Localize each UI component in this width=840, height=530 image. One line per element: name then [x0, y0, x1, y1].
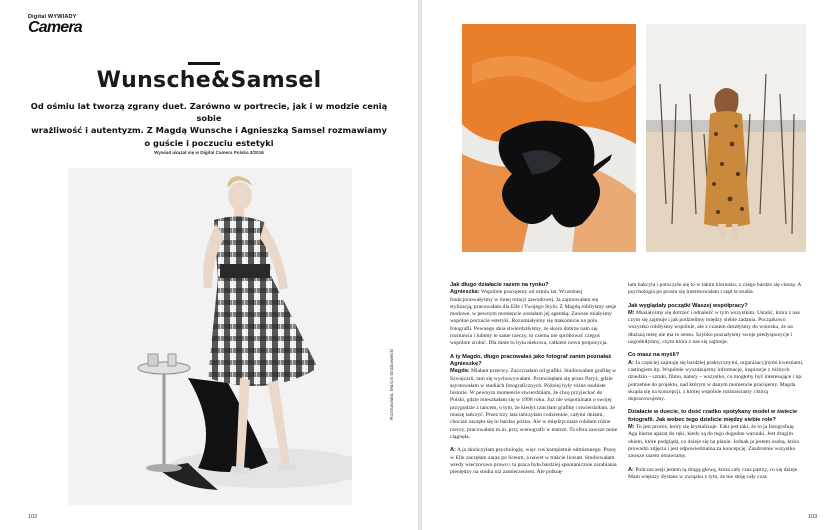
article-column-1	[450, 282, 618, 482]
beach-photo-illustration	[646, 24, 806, 252]
interview-answer	[450, 289, 618, 347]
page-number-right: 103	[808, 514, 818, 520]
left-page	[0, 0, 418, 530]
interview-answer	[450, 447, 618, 476]
interview-answer	[628, 424, 804, 460]
answer-text: Wspólnie pracujemy od ośmiu lat. Wcześniej funkcjonowałyśmy w innej relacji zawodowej. Ja zajmowałam się stylizacją, pracowałam dla Elle i Twojego Stylu. Z Magdą robiłyśmy sesje modowe, w pewnym momencie zostałam jej agentką. Zawsze miałyśmy wspólne poczucie estetyki. Rozumiałyśmy się makomicie na polu fotografii. Pewnego dnia stwierdziłyśmy, że skoro dobrze nam się rozmawia i lubimy te same rzeczy, to czemu nie spróbować czegoś wspólnie zrobić. Dla mnie to była niekowa, całkiem nowa propozycja.	[450, 289, 617, 347]
interview-question: Co masz na myśli?	[628, 352, 680, 359]
answer-text: Podczas sesji jestem tą drugą głową, która cały czas patrzy, co się dzieje. Mam większy dystans w związku z tym, że nie stoję cały czas	[628, 466, 799, 480]
title-rule	[188, 62, 220, 65]
interview-answer	[450, 368, 618, 441]
beach-photo	[646, 24, 806, 252]
speaker-label: A:	[628, 466, 634, 473]
interview-answer	[628, 310, 804, 346]
photo-credit: Rozmawiała: Marcin Grabowiecki	[390, 349, 395, 420]
answer-continuation: łam bakcyla i potoczyło się to w takim kierunku, z czego bardzo się cieszę. A psychologia po prostu się interesowałam i stąd te studia.	[628, 282, 802, 296]
interview-question: Jak wyglądały początki Waszej współpracy?	[628, 302, 748, 309]
fabric-photo-illustration	[462, 24, 636, 252]
answer-text: A ja skończyłam psychologię, więc coś kompletnie odmiennego. Pracę w Elle zaczęłam zaraz po liceum, a nawet w trakcie liceum. Studiowałam wtedy wieczorowo prawo i ta praca była bardziej spontanicznie zarabiania pieniędzy na studia niż zamierzeniem. Ale polknę-	[450, 447, 617, 476]
interview-question: Jak długo działacie razem na rynku?	[450, 282, 549, 288]
lede-line: wrażliwość i autentyzm. Z Magdą Wunsche i Agnieszką Samsel rozmawiamy	[31, 125, 387, 136]
speaker-label: M:	[628, 309, 635, 316]
speaker-label: M:	[628, 424, 635, 431]
article-title: Wunsche&Samsel	[96, 68, 322, 93]
lede-line: Od ośmiu lat tworzą zgrany duet. Zarówno w portrecie, jak i w modzie cenią sobie	[30, 101, 388, 124]
interview-answer	[628, 467, 804, 482]
article-lede	[30, 100, 388, 149]
right-page	[422, 0, 840, 530]
source-note: Wywiad ukazał się w Digital Camera Polska 3/2016	[154, 150, 264, 155]
interview-question: A ty Magdo, długo pracowałaś jako fotograf zanim poznałaś Agnieszkę?	[450, 353, 612, 367]
answer-text: To jest proces, który się krystalizuje. Fakt jest taki, że to ja fotografuję. Aga bierze aparat do ręki, kiedy są do tego dogodne warunki. Jest drugim okiem, które podgląda, co dzieje się na planie. Jednak ja jestem osobą, która prowadzi zdjęcia i jest odpowiedzialna za koncepcję. Zazdrośnie wszystko zawsze razem omawiamy.	[628, 424, 799, 460]
fabric-photo	[462, 24, 636, 252]
interview-question: Działacie w duecie, to dość rzadko spotykany model w świecie fotografii. Jak wobec tego dzielicie między siebie role?	[628, 409, 798, 423]
answer-text: Ja częściej zajmuję się bardziej praktycznymi, organizacyjnymi kwestiami, castingiem itp. Wspólnie wyszukujemy informacje, inspiracje z różnych dziedzin – sztuki, filmu, natury – wszystko, co mogłoby być interesujące i np. potrzebne do projektu, nad którym w danym momencie pracujemy. Magda skupia się na koncepcji, z której wspólnie rozmawiamy i którą dopracowujemy.	[628, 359, 804, 403]
answer-text: Musiałyśmy się dotrzeć i odnaleźć w tym wszystkim. Ustalić, która z nas czym się zajmuje i jak podzielimy między siebie zadania. Początkowo wszystko robiłyśmy wspólnie, ale z czasem doszłyśmy do wniosku, że na dłuższą metę nie ma to sensu. Szybko poznałyśmy swoje predyspozycje i uzgodniłyśmy, czym która z nas się zajmuje.	[628, 309, 800, 346]
fashion-photo-left	[68, 168, 352, 505]
magazine-logo	[28, 14, 88, 38]
logo-tagline: Digital WYWIADY	[28, 14, 77, 20]
lede-line: o guście i poczuciu estetyki	[144, 137, 274, 148]
fashion-photo-illustration	[68, 168, 352, 505]
speaker-label: Magda:	[450, 368, 470, 375]
speaker-label: A:	[450, 447, 456, 454]
speaker-label: A:	[628, 359, 634, 366]
article-column-2	[628, 282, 804, 487]
logo-wordmark: Camera	[28, 19, 82, 36]
interview-answer	[628, 360, 804, 404]
page-number-left: 102	[28, 514, 38, 520]
speaker-label: Agnieszka:	[450, 289, 480, 296]
answer-text: Miałam przerwy. Zaczynałam od grafiki. Studiowałam grafikę w Szwajcarii, tam się wychowywałam. Przewinęłam się przez Paryż, gdzie asystowałam w studiach fotograficznych. Później były różne osobiste historie. W pewnym momencie stwierdziłam, że chcę przyjechać do Polski, gdzie mieszkałam się w 1998 roku. Już nie wspominam o swojej przygodzie z tańcem, o tym, że kiedyś rzuciłam grafikę i stwierdziłam, że muszę tańczyć. Przez trzy lata tańczyłam codziennie, całymi dniami, chociaż zaczęło się to bardzo późno. Ale w międzyczasie robiłam różne rzeczy, pracowałam m.in. przy scenografii w teatrze. Ta sfera zawsze mnie ciągnęła.	[450, 368, 618, 440]
